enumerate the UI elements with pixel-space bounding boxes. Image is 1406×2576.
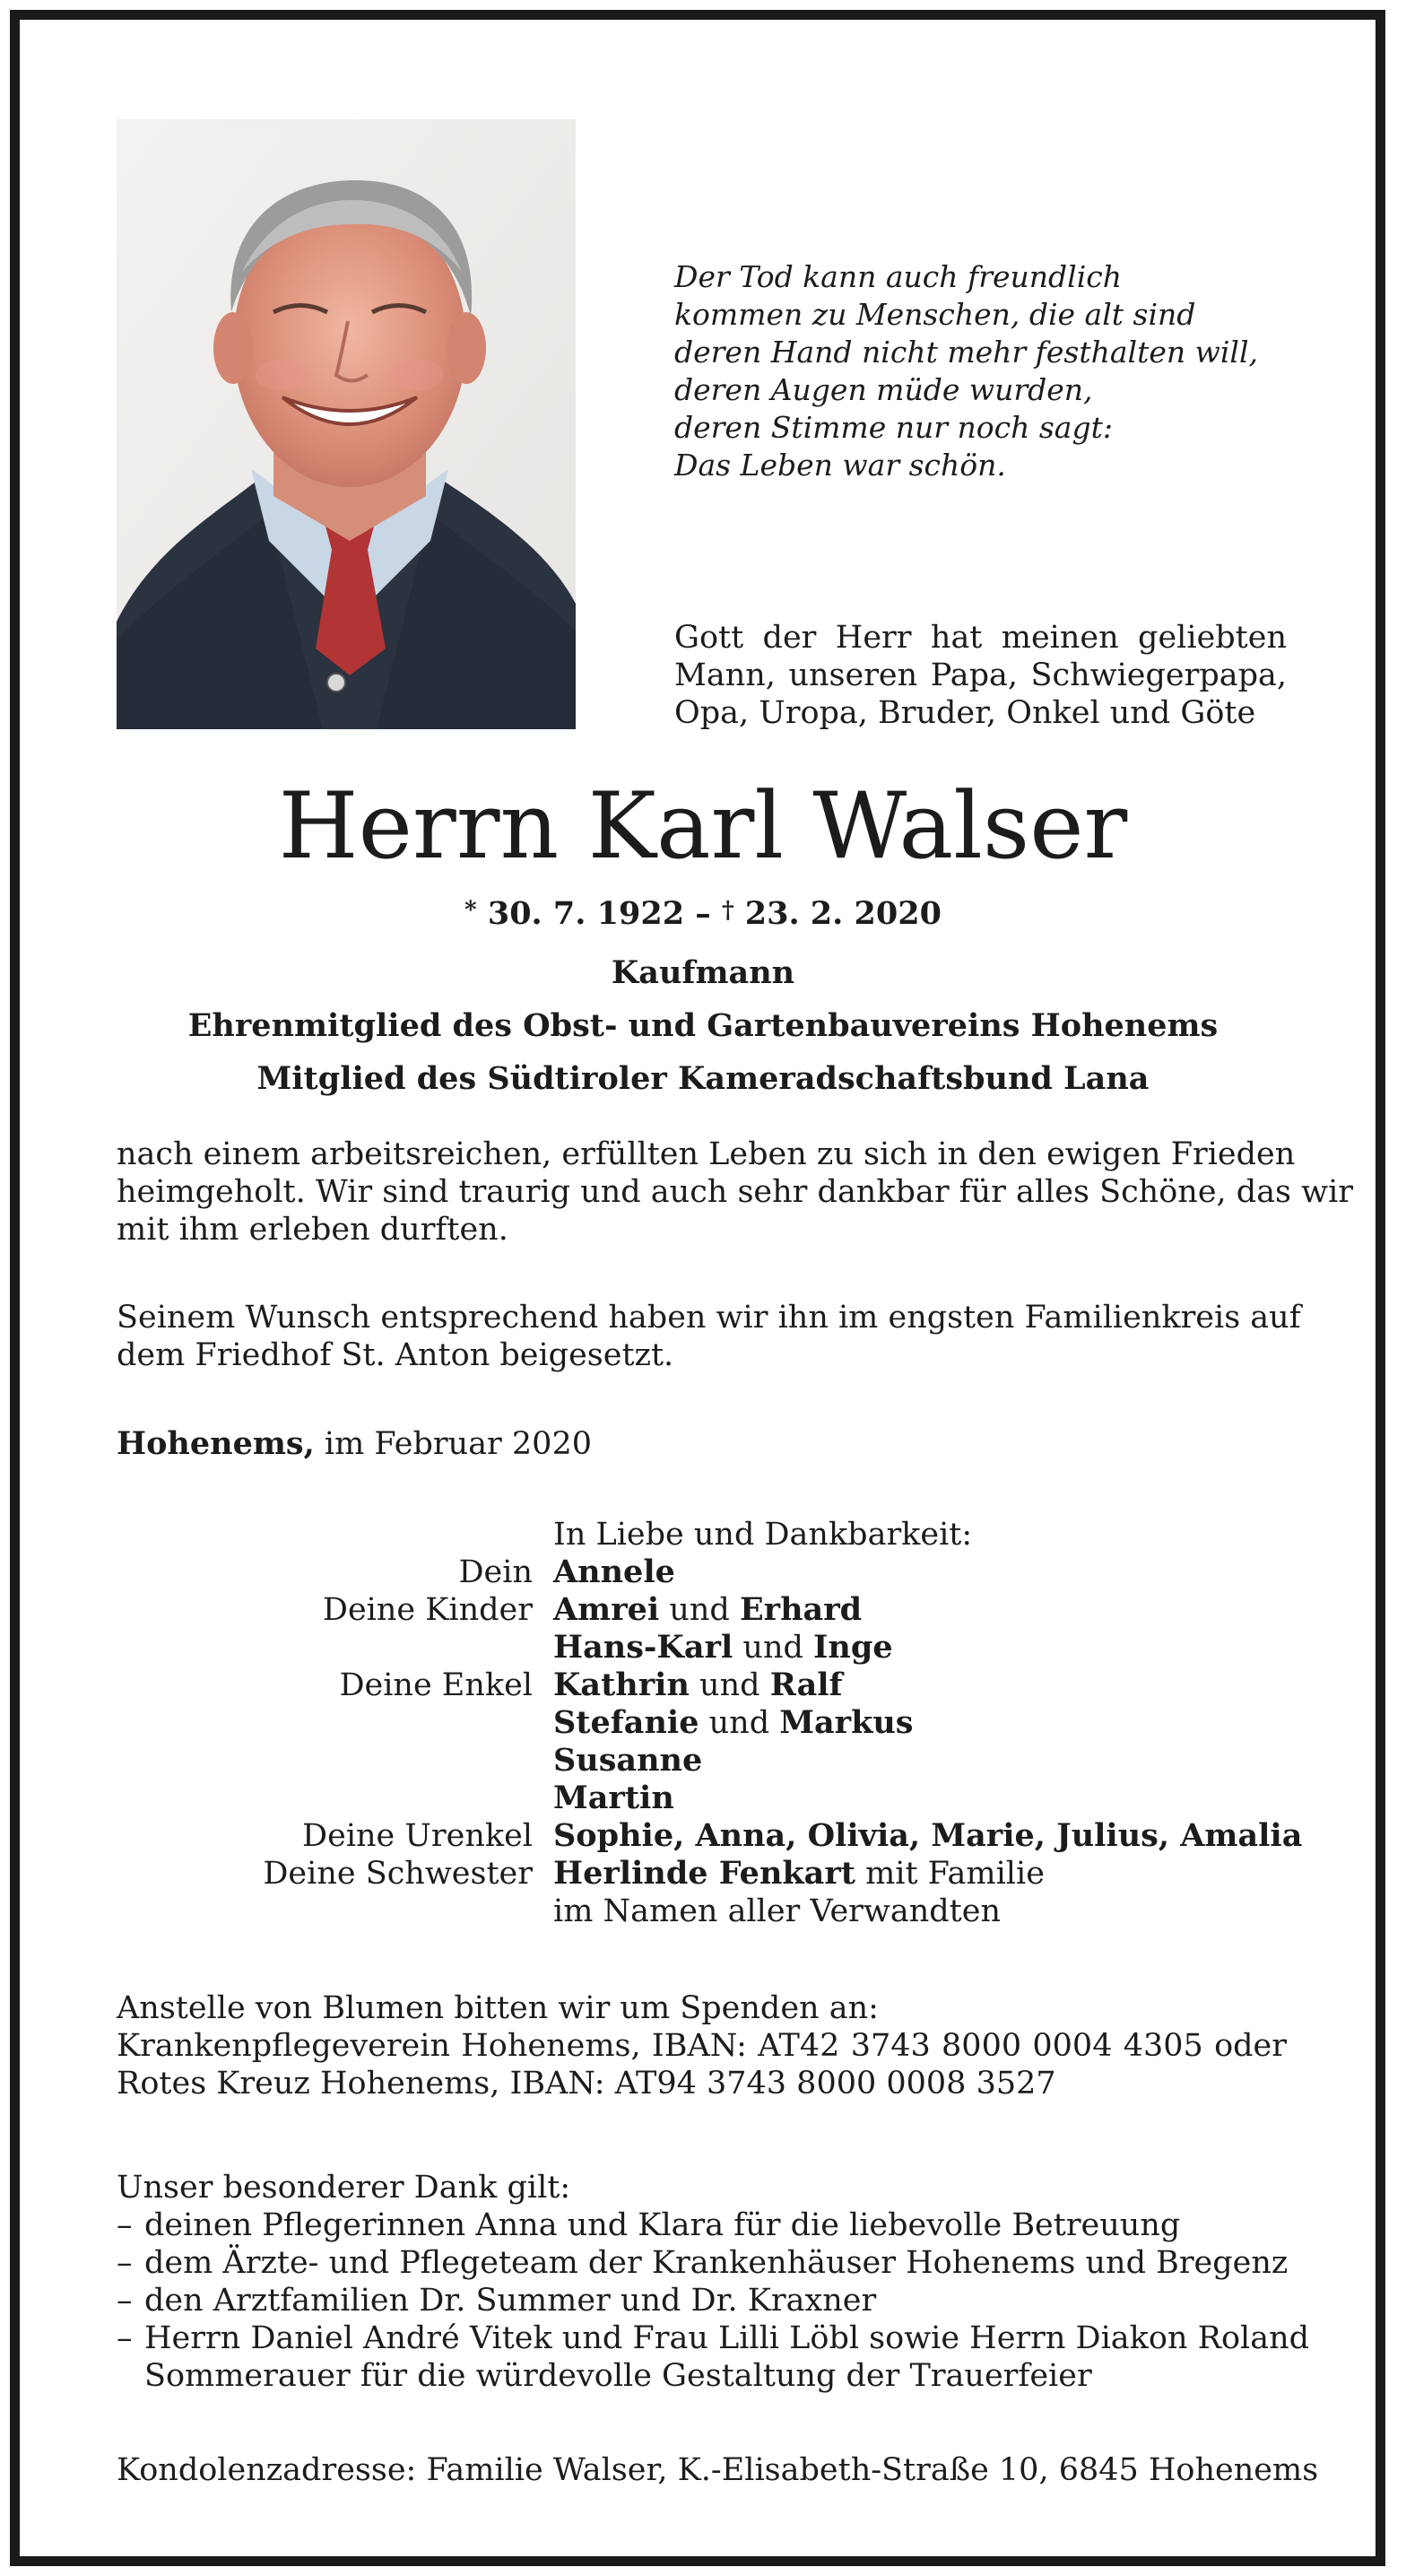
intro-line: Opa, Uropa, Bruder, Onkel und Göte — [674, 695, 1256, 731]
paragraph-main — [117, 1136, 1354, 1249]
thanks-section — [117, 2169, 1310, 2395]
portrait-photo — [117, 119, 576, 729]
dash-bullet: – — [117, 2283, 133, 2319]
poem-line: deren Augen müde wurden, — [674, 372, 1093, 407]
title-line: Kaufmann — [611, 954, 795, 991]
paragraph-line: mit ihm erleben durften. — [117, 1212, 508, 1248]
title-line: Ehrenmitglied des Obst- und Gartenbauvereins Hohenems — [187, 1007, 1219, 1044]
thanks-text: deinen Pflegerinnen Anna und Klara für die liebevolle Betreuung — [144, 2207, 1181, 2243]
date-separator: – — [695, 895, 711, 932]
intro-line: Gott der Herr hat meinen geliebten — [674, 620, 1287, 656]
mourner-name: Hans-Karl — [553, 1629, 733, 1666]
thanks-item — [117, 2206, 1300, 2244]
relatives-note: im Namen aller Verwandten — [553, 1893, 1001, 1929]
thanks-item-continuation — [117, 2357, 1300, 2395]
paragraph-line: Seinem Wunsch entsprechend haben wir ihn im engsten Familienkreis auf — [117, 1300, 1301, 1336]
mourner-names — [553, 1742, 702, 1780]
mourner-name: Martin — [553, 1780, 674, 1816]
thanks-text: Herrn Daniel André Vitek und Frau Lilli Löbl sowie Herrn Diakon Roland — [144, 2320, 1310, 2356]
mourner-names — [553, 1855, 1045, 1893]
relation-label: Deine Schwester — [263, 1856, 533, 1892]
thanks-text: dem Ärzte- und Pflegeteam der Krankenhäuser Hohenems und Bregenz — [144, 2245, 1289, 2281]
donation-line: Rotes Kreuz Hohenems, IBAN: AT94 3743 8000 0008 3527 — [117, 2066, 1056, 2102]
dash-bullet: – — [117, 2320, 133, 2356]
month-year: im Februar 2020 — [324, 1426, 592, 1462]
conjunction: und — [669, 1592, 730, 1628]
birth-mark: * — [464, 897, 477, 924]
mourner-names — [553, 1817, 1302, 1855]
place-name: Hohenems, — [117, 1425, 315, 1462]
paragraph-line: dem Friedhof St. Anton beigesetzt. — [117, 1337, 674, 1373]
mourner-names — [553, 1704, 914, 1742]
conjunction: und — [699, 1667, 760, 1703]
mourner-name: Herlinde Fenkart — [553, 1855, 855, 1892]
mourner-name: Amrei — [553, 1591, 660, 1628]
thanks-text: Sommerauer für die würdevolle Gestaltung der Trauerfeier — [144, 2358, 1092, 2394]
mourner-name: Stefanie — [553, 1704, 699, 1741]
birth-date: 30. 7. 1922 — [487, 895, 685, 932]
paragraph-line: heimgeholt. Wir sind traurig und auch sehr dankbar für alles Schöne, das wir — [117, 1174, 1354, 1210]
donation-request — [117, 1989, 1287, 2102]
relation-label: Deine Urenkel — [302, 1818, 533, 1854]
death-mark: † — [721, 897, 734, 924]
poem-line: deren Hand nicht mehr festhalten will, — [674, 335, 1259, 370]
thanks-item — [117, 2282, 1300, 2319]
mourner-names — [553, 1591, 862, 1629]
poem-line: Der Tod kann auch freundlich — [674, 259, 1122, 294]
conjunction: und — [742, 1630, 803, 1666]
mourner-name: Ralf — [769, 1667, 843, 1703]
titles — [0, 946, 1406, 1105]
donation-line: Krankenpflegeverein Hohenems, IBAN: AT42 3743 8000 0004 4305 oder — [117, 2028, 1287, 2064]
paragraph-burial — [117, 1299, 1301, 1374]
paragraph-line: nach einem arbeitsreichen, erfüllten Leben zu sich in den ewigen Frieden — [117, 1136, 1296, 1172]
poem — [674, 258, 1302, 484]
conjunction: und — [708, 1705, 770, 1741]
mourner-name: Annele — [553, 1553, 675, 1590]
mourner-names — [553, 1667, 843, 1704]
mourner-names — [553, 1780, 674, 1817]
deceased-name: Herrn Karl Walser — [278, 773, 1128, 880]
title-line: Mitglied des Südtiroler Kameradschaftsbund Lana — [256, 1060, 1150, 1097]
thanks-heading: Unser besonderer Dank gilt: — [117, 2170, 571, 2206]
mourner-name: Sophie, Anna, Olivia, Marie, Julius, Amalia — [553, 1817, 1303, 1854]
poem-line: kommen zu Menschen, die alt sind — [674, 297, 1196, 332]
mourner-name: Susanne — [553, 1742, 703, 1779]
poem-line: deren Stimme nur noch sagt: — [674, 410, 1113, 445]
mourners-list — [0, 1516, 1406, 1930]
mourner-name: Markus — [779, 1704, 914, 1741]
condolence-address: Kondolenzadresse: Familie Walser, K.-Elisabeth-Straße 10, 6845 Hohenems — [117, 2452, 1319, 2488]
mourner-names — [553, 1629, 893, 1667]
intro-line: Mann, unseren Papa, Schwiegerpapa, — [674, 657, 1287, 693]
poem-line: Das Leben war schön. — [674, 448, 1006, 483]
dash-bullet: – — [117, 2207, 133, 2243]
relation-label: Deine Enkel — [339, 1667, 533, 1703]
place-date — [117, 1425, 592, 1463]
mourner-suffix: mit Familie — [865, 1856, 1045, 1892]
mourner-name: Inge — [813, 1629, 893, 1666]
dash-bullet: – — [117, 2245, 133, 2281]
thanks-item — [117, 2319, 1310, 2357]
life-dates — [0, 892, 1406, 936]
mourner-names — [553, 1553, 675, 1591]
mourner-name: Kathrin — [553, 1667, 690, 1703]
mourner-name: Erhard — [739, 1591, 863, 1628]
thanks-item — [117, 2244, 1300, 2282]
death-date: 23. 2. 2020 — [744, 895, 942, 932]
donation-line: Anstelle von Blumen bitten wir um Spenden an: — [117, 1990, 879, 2026]
relation-label: Dein — [458, 1554, 533, 1590]
intro-text — [674, 619, 1287, 732]
relation-label: Deine Kinder — [322, 1592, 533, 1628]
mourners-heading: In Liebe und Dankbarkeit: — [553, 1517, 973, 1553]
thanks-text: den Arztfamilien Dr. Summer und Dr. Kraxner — [144, 2283, 877, 2319]
